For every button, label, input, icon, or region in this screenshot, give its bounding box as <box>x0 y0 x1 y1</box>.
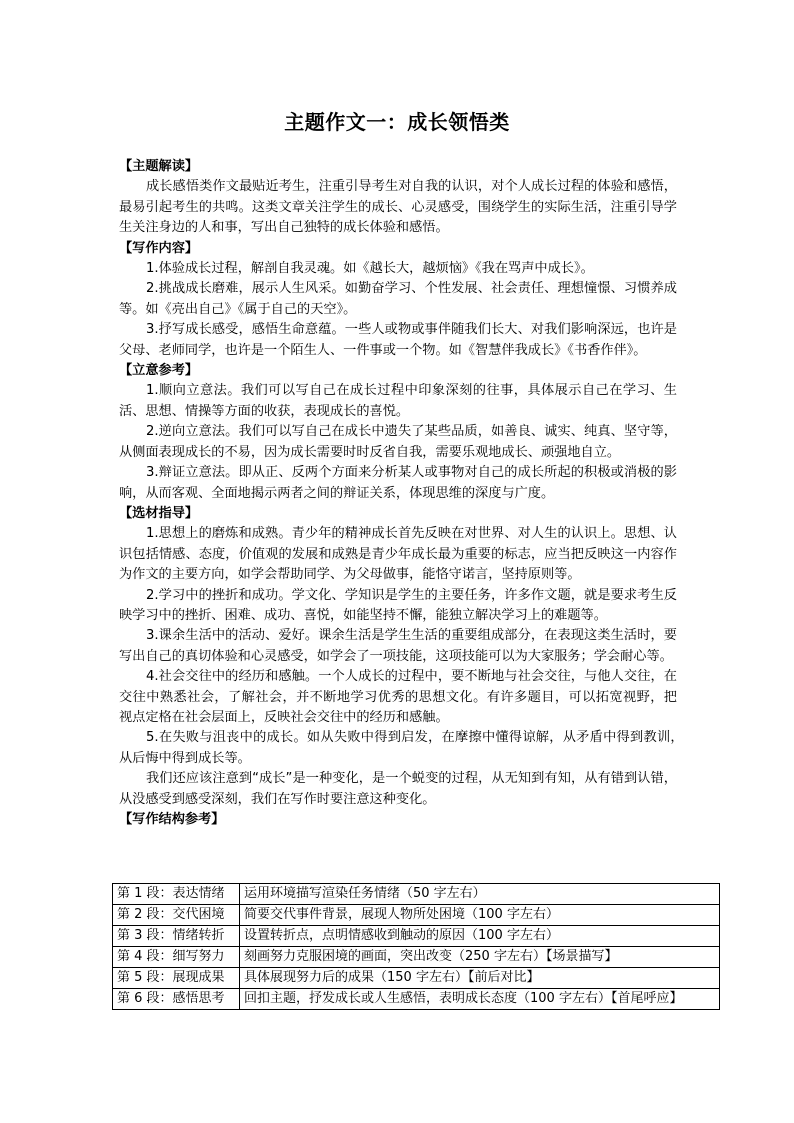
section-heading-materials: 【选材指导】 <box>119 505 199 521</box>
table-row <box>113 968 720 989</box>
idea-item-1: 1.顺向立意法。我们可以写自己在成长过程中印象深刻的往事，具体展示自己在学习、生活、思想、情操等方面的收获，表现成长的喜悦。 <box>119 383 677 419</box>
section-heading-content: 【写作内容】 <box>119 240 199 256</box>
stage-cell: 第 6 段：感悟思考 <box>113 989 240 1010</box>
stage-cell: 第 4 段：细写努力 <box>113 947 240 968</box>
structure-table-wrap <box>112 883 720 1010</box>
material-item-3: 3.课余生活中的活动、爱好。课余生活是学生生活的重要组成部分，在表现这类生活时，要写出自己的真切体验和心灵感受，如学会了一项技能，这项技能可以为大家服务；学会耐心等。 <box>119 628 677 664</box>
material-item-4: 4.社会交往中的经历和感触。一个人成长的过程中，要不断地与社会交往，与他人交往，在交往中熟悉社会，了解社会，并不断地学习优秀的思想文化。有许多题目，可以拓宽视野，把 视点定格在社会层面上，反映社会交往中的经历和感触。 <box>119 669 691 725</box>
desc-cell: 刻画努力克服困境的画面，突出改变（250 字左右）【场景描写】 <box>240 947 720 968</box>
document-body <box>119 157 691 830</box>
material-item-5: 5.在失败与沮丧中的成长。如从失败中得到启发，在摩擦中懂得谅解，从矛盾中得到教训， 从后悔中得到成长等。 <box>119 730 691 766</box>
section-heading-interpretation: 【主题解读】 <box>119 159 199 174</box>
content-item-1: 1.体验成长过程，解剖自我灵魂。如《越长大，越烦恼》《我在骂声中成长》。 <box>146 261 594 277</box>
table-row <box>113 905 720 926</box>
idea-item-3: 3.辩证立意法。即从正、反两个方面来分析某人或事物对自己的成长所起的积极或消极的影响，从而客观、全面地揭示两者之间的辩证关系，体现思维的深度与广度。 <box>119 465 677 501</box>
content-item-3: 3.抒写成长感受，感悟生命意蕴。一些人或物或事伴随我们长大、对我们影响深远，也许是父母、老师同学，也许是一个陌生人、一件事或一个物。如《智慧伴我成长》《书香作伴》。 <box>119 322 677 358</box>
desc-cell: 回扣主题，抒发成长或人生感悟，表明成长态度（100 字左右）【首尾呼应】 <box>240 989 720 1010</box>
page-title: 主题作文一：成长领悟类 <box>284 110 510 134</box>
material-item-2: 2.学习中的挫折和成功。学文化、学知识是学生的主要任务，许多作文题，就是要求考生反映学习中的挫折、困难、成功、喜悦，如能坚持不懈，能独立解决学习上的难题等。 <box>119 587 677 623</box>
stage-cell: 第 1 段：表达情绪 <box>113 884 240 905</box>
desc-cell: 运用环境描写渲染任务情绪（50 字左右） <box>240 884 720 905</box>
desc-cell: 设置转折点，点明情感收到触动的原因（100 字左右） <box>240 926 720 947</box>
structure-table <box>112 883 720 1010</box>
desc-cell: 具体展现努力后的成果（150 字左右）【前后对比】 <box>240 968 720 989</box>
stage-cell: 第 5 段：展现成果 <box>113 968 240 989</box>
interpretation-text: 成长感悟类作文最贴近考生，注重引导考生对自我的认识，对个人成长过程的体验和感悟，最易引起考生的共鸣。这类文章关注学生的成长、心灵感受，围绕学生的实际生活，注重引导学生关注身边的人和事，写出自己独特的成长体验和感悟。 <box>119 179 677 236</box>
desc-cell: 简要交代事件背景，展现人物所处困境（100 字左右） <box>240 905 720 926</box>
table-row <box>113 989 720 1010</box>
stage-cell: 第 3 段：情绪转折 <box>113 926 240 947</box>
section-heading-ideas: 【立意参考】 <box>119 363 199 379</box>
stage-cell: 第 2 段：交代困境 <box>113 905 240 926</box>
section-heading-structure: 【写作结构参考】 <box>119 812 225 827</box>
table-row <box>113 926 720 947</box>
material-item-1: 1.思想上的磨炼和成熟。青少年的精神成长首先反映在对世界、对人生的认识上。思想、认识包括情感、态度，价值观的发展和成熟是青少年成长最为重要的标志，应当把反映这一内容作为作文的主要方向，如学会帮助同学、为父母做事，能恪守诺言，坚持原则等。 <box>119 526 677 583</box>
content-item-2: 2.挑战成长磨难，展示人生风采。如勤奋学习、个性发展、社会责任、理想憧憬、习惯养成等。如《亮出自己》《属于自己的天空》。 <box>119 281 677 317</box>
table-row <box>113 947 720 968</box>
materials-closing: 我们还应该注意到“成长”是一种变化，是一个蜕变的过程，从无知到有知，从有错到认错，从没感受到感受深刻，我们在写作时要注意这种变化。 <box>119 771 677 807</box>
idea-item-2: 2.逆向立意法。我们可以写自己在成长中遗失了某些品质，如善良、诚实、纯真、坚守等， 从侧面表现成长的不易，因为成长需要时时反省自我，需要乐观地成长、顽强地自立。 <box>119 424 677 460</box>
table-row <box>113 884 720 905</box>
